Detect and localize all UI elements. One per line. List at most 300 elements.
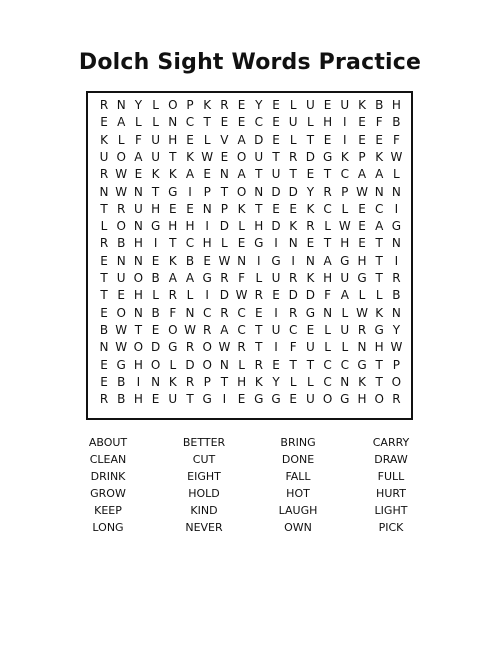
grid-letter[interactable]: H — [151, 201, 161, 216]
grid-letter[interactable]: T — [169, 149, 177, 164]
grid-letter[interactable]: O — [202, 357, 212, 372]
grid-letter[interactable]: U — [305, 340, 315, 355]
grid-letter[interactable]: U — [271, 271, 281, 285]
grid-letter[interactable]: H — [133, 357, 143, 372]
grid-letter[interactable]: U — [305, 98, 315, 112]
grid-letter[interactable]: F — [289, 340, 297, 355]
grid-letter[interactable]: L — [289, 132, 297, 147]
grid-letter[interactable]: T — [306, 132, 315, 147]
grid-letter[interactable]: I — [205, 219, 209, 234]
grid-letter[interactable]: E — [237, 115, 246, 130]
grid-letter[interactable]: L — [307, 115, 314, 130]
grid-letter[interactable]: K — [254, 374, 263, 389]
grid-letter[interactable]: D — [219, 288, 230, 303]
grid-letter[interactable]: E — [306, 167, 315, 182]
grid-letter[interactable]: E — [306, 236, 315, 251]
grid-letter[interactable]: L — [238, 219, 245, 234]
grid-letter[interactable]: E — [358, 115, 366, 130]
grid-letter[interactable]: R — [168, 288, 177, 303]
grid-letter[interactable]: I — [136, 374, 141, 389]
grid-letter[interactable]: R — [237, 340, 246, 355]
grid-letter[interactable]: I — [274, 236, 278, 251]
grid-letter[interactable]: T — [375, 253, 383, 268]
grid-letter[interactable]: L — [152, 98, 159, 112]
grid-letter[interactable]: U — [271, 167, 281, 182]
grid-letter[interactable]: R — [289, 305, 298, 320]
grid-letter[interactable]: I — [291, 253, 295, 268]
grid-letter[interactable]: R — [289, 149, 298, 164]
grid-letter[interactable]: A — [357, 167, 367, 182]
grid-letter[interactable]: W — [115, 322, 128, 337]
grid-letter[interactable]: A — [185, 167, 195, 182]
grid-letter[interactable]: D — [254, 132, 264, 147]
grid-letter[interactable]: R — [99, 236, 109, 251]
grid-letter[interactable]: K — [203, 98, 212, 112]
grid-letter[interactable]: C — [323, 374, 332, 389]
grid-letter[interactable]: E — [358, 201, 366, 216]
grid-letter[interactable]: U — [151, 149, 160, 164]
grid-letter[interactable]: T — [100, 201, 108, 216]
grid-letter[interactable]: R — [306, 219, 315, 234]
grid-letter[interactable]: N — [391, 305, 401, 320]
grid-letter[interactable]: W — [115, 340, 128, 355]
grid-letter[interactable]: B — [99, 322, 109, 337]
grid-letter[interactable]: E — [100, 357, 108, 372]
grid-letter[interactable]: Y — [134, 98, 143, 112]
grid-letter[interactable]: T — [134, 322, 143, 337]
grid-letter[interactable]: B — [117, 236, 126, 251]
grid-letter[interactable]: E — [272, 98, 280, 112]
grid-letter[interactable]: I — [222, 392, 227, 407]
grid-letter[interactable]: L — [324, 322, 331, 337]
grid-letter[interactable]: L — [324, 340, 331, 355]
grid-letter[interactable]: K — [340, 149, 349, 164]
grid-letter[interactable]: G — [340, 392, 350, 407]
grid-letter[interactable]: A — [134, 149, 143, 164]
grid-letter[interactable]: H — [133, 392, 143, 407]
grid-letter[interactable]: I — [153, 236, 158, 251]
grid-letter[interactable]: I — [394, 201, 399, 216]
grid-letter[interactable]: A — [375, 219, 384, 234]
grid-letter[interactable]: C — [323, 201, 332, 216]
grid-letter[interactable]: H — [133, 236, 143, 251]
grid-letter[interactable]: K — [168, 253, 177, 268]
grid-letter[interactable]: R — [392, 271, 401, 285]
grid-letter[interactable]: W — [235, 288, 248, 303]
grid-letter[interactable]: D — [150, 340, 161, 355]
grid-letter[interactable]: H — [391, 98, 401, 112]
grid-letter[interactable]: L — [358, 288, 366, 303]
grid-letter[interactable]: G — [357, 357, 367, 372]
grid-letter[interactable]: C — [237, 305, 246, 320]
grid-letter[interactable]: K — [289, 219, 298, 234]
grid-letter[interactable]: K — [168, 374, 177, 389]
grid-letter[interactable]: R — [220, 305, 229, 320]
grid-letter[interactable]: R — [323, 184, 332, 199]
grid-letter[interactable]: H — [323, 271, 333, 285]
grid-letter[interactable]: V — [220, 132, 229, 147]
grid-letter[interactable]: B — [117, 392, 126, 407]
grid-letter[interactable]: R — [185, 340, 195, 355]
grid-letter[interactable]: E — [151, 253, 160, 268]
grid-letter[interactable]: E — [203, 167, 211, 182]
grid-letter[interactable]: R — [254, 357, 263, 372]
grid-letter[interactable]: O — [236, 149, 247, 164]
grid-letter[interactable]: G — [150, 219, 161, 234]
grid-letter[interactable]: C — [340, 357, 349, 372]
grid-letter[interactable]: R — [254, 288, 263, 303]
grid-letter[interactable]: I — [394, 253, 399, 268]
grid-letter[interactable]: H — [133, 288, 143, 303]
grid-letter[interactable]: R — [99, 392, 109, 407]
grid-letter[interactable]: L — [152, 288, 159, 303]
grid-letter[interactable]: G — [254, 392, 264, 407]
grid-letter[interactable]: L — [324, 219, 331, 234]
grid-letter[interactable]: O — [116, 305, 126, 320]
grid-letter[interactable]: P — [358, 149, 366, 164]
grid-letter[interactable]: T — [323, 236, 332, 251]
grid-letter[interactable]: F — [375, 115, 383, 130]
grid-letter[interactable]: N — [116, 253, 126, 268]
grid-letter[interactable]: E — [100, 374, 108, 389]
grid-letter[interactable]: F — [392, 132, 400, 147]
grid-letter[interactable]: T — [100, 288, 108, 303]
grid-letter[interactable]: C — [340, 167, 349, 182]
grid-letter[interactable]: E — [203, 253, 211, 268]
grid-letter[interactable]: N — [133, 253, 143, 268]
grid-letter[interactable]: A — [117, 115, 126, 130]
grid-letter[interactable]: G — [254, 236, 264, 251]
grid-letter[interactable]: L — [341, 201, 349, 216]
grid-letter[interactable]: E — [117, 288, 125, 303]
grid-letter[interactable]: T — [375, 374, 383, 389]
grid-letter[interactable]: W — [390, 340, 403, 355]
grid-letter[interactable]: F — [324, 288, 332, 303]
grid-letter[interactable]: G — [202, 392, 212, 407]
grid-letter[interactable]: E — [272, 201, 280, 216]
grid-letter[interactable]: H — [374, 340, 384, 355]
grid-letter[interactable]: T — [220, 184, 229, 199]
grid-letter[interactable]: N — [133, 184, 143, 199]
grid-letter[interactable]: U — [288, 115, 298, 130]
grid-letter[interactable]: I — [257, 253, 261, 268]
grid-letter[interactable]: G — [271, 392, 281, 407]
grid-letter[interactable]: B — [375, 98, 384, 112]
grid-letter[interactable]: D — [305, 288, 316, 303]
grid-letter[interactable]: G — [168, 184, 178, 199]
grid-letter[interactable]: L — [289, 98, 297, 112]
grid-letter[interactable]: G — [322, 149, 333, 164]
grid-letter[interactable]: E — [375, 132, 383, 147]
grid-letter[interactable]: C — [237, 322, 246, 337]
grid-letter[interactable]: O — [116, 149, 126, 164]
grid-letter[interactable]: I — [343, 115, 347, 130]
grid-letter[interactable]: K — [375, 305, 384, 320]
grid-letter[interactable]: N — [391, 184, 401, 199]
grid-letter[interactable]: Y — [272, 374, 280, 389]
grid-letter[interactable]: G — [168, 340, 178, 355]
grid-letter[interactable]: E — [272, 115, 280, 130]
grid-letter[interactable]: N — [288, 236, 298, 251]
grid-letter[interactable]: N — [116, 98, 126, 112]
grid-letter[interactable]: N — [99, 184, 109, 199]
grid-letter[interactable]: E — [289, 201, 297, 216]
grid-letter[interactable]: W — [115, 167, 128, 182]
grid-letter[interactable]: P — [186, 98, 194, 112]
grid-letter[interactable]: W — [201, 149, 214, 164]
grid-letter[interactable]: N — [133, 305, 143, 320]
grid-letter[interactable]: O — [168, 322, 178, 337]
grid-letter[interactable]: N — [357, 340, 367, 355]
grid-letter[interactable]: T — [289, 357, 297, 372]
grid-letter[interactable]: T — [220, 374, 229, 389]
grid-letter[interactable]: G — [305, 305, 316, 320]
grid-letter[interactable]: N — [219, 167, 229, 182]
grid-letter[interactable]: R — [289, 271, 298, 285]
grid-letter[interactable]: C — [254, 115, 263, 130]
grid-letter[interactable]: E — [169, 201, 177, 216]
grid-letter[interactable]: R — [185, 374, 195, 389]
grid-letter[interactable]: K — [306, 271, 315, 285]
grid-letter[interactable]: O — [374, 392, 384, 407]
grid-letter[interactable]: A — [220, 322, 229, 337]
grid-letter[interactable]: U — [305, 392, 315, 407]
grid-letter[interactable]: T — [375, 236, 383, 251]
grid-letter[interactable]: A — [185, 271, 195, 285]
grid-letter[interactable]: A — [168, 271, 177, 285]
grid-letter[interactable]: G — [391, 219, 402, 234]
grid-letter[interactable]: D — [271, 219, 281, 234]
grid-letter[interactable]: U — [271, 322, 281, 337]
grid-letter[interactable]: E — [306, 322, 315, 337]
grid-letter[interactable]: K — [358, 98, 366, 112]
grid-letter[interactable]: B — [392, 115, 401, 130]
grid-letter[interactable]: G — [271, 253, 281, 268]
grid-letter[interactable]: W — [115, 184, 128, 199]
grid-letter[interactable]: W — [356, 305, 368, 320]
grid-letter[interactable]: Y — [255, 98, 263, 112]
grid-letter[interactable]: E — [323, 132, 332, 147]
grid-letter[interactable]: P — [203, 374, 211, 389]
grid-letter[interactable]: Y — [306, 184, 315, 199]
grid-letter[interactable]: O — [168, 98, 178, 112]
grid-letter[interactable]: G — [202, 271, 212, 285]
grid-letter[interactable]: L — [341, 340, 349, 355]
grid-letter[interactable]: W — [390, 149, 403, 164]
grid-letter[interactable]: E — [237, 392, 246, 407]
grid-letter[interactable]: B — [151, 271, 160, 285]
grid-letter[interactable]: N — [219, 357, 229, 372]
grid-letter[interactable]: F — [134, 132, 142, 147]
grid-letter[interactable]: L — [169, 357, 177, 372]
grid-letter[interactable]: F — [238, 271, 246, 285]
grid-letter[interactable]: N — [237, 253, 247, 268]
grid-letter[interactable]: R — [117, 201, 126, 216]
grid-letter[interactable]: N — [133, 219, 143, 234]
grid-letter[interactable]: G — [357, 271, 367, 285]
grid-letter[interactable]: D — [288, 288, 298, 303]
grid-letter[interactable]: K — [168, 167, 177, 182]
grid-letter[interactable]: B — [185, 253, 195, 268]
grid-letter[interactable]: L — [152, 115, 159, 130]
grid-letter[interactable]: T — [272, 149, 280, 164]
grid-letter[interactable]: E — [237, 98, 246, 112]
grid-letter[interactable]: N — [374, 184, 384, 199]
grid-letter[interactable]: E — [151, 322, 160, 337]
grid-letter[interactable]: C — [323, 357, 332, 372]
grid-letter[interactable]: E — [220, 115, 229, 130]
grid-letter[interactable]: L — [135, 115, 142, 130]
grid-letter[interactable]: G — [374, 322, 384, 337]
grid-letter[interactable]: E — [186, 132, 194, 147]
grid-letter[interactable]: L — [203, 132, 211, 147]
grid-letter[interactable]: U — [133, 201, 143, 216]
grid-letter[interactable]: T — [186, 392, 194, 407]
grid-letter[interactable]: L — [341, 305, 349, 320]
grid-letter[interactable]: C — [374, 201, 384, 216]
grid-letter[interactable]: C — [185, 236, 195, 251]
grid-letter[interactable]: T — [100, 271, 108, 285]
grid-letter[interactable]: K — [100, 132, 108, 147]
grid-letter[interactable]: U — [168, 392, 178, 407]
grid-letter[interactable]: N — [323, 305, 333, 320]
grid-letter[interactable]: T — [323, 167, 332, 182]
grid-letter[interactable]: I — [274, 305, 278, 320]
grid-letter[interactable]: O — [202, 340, 212, 355]
grid-letter[interactable]: N — [168, 115, 178, 130]
grid-letter[interactable]: T — [375, 357, 383, 372]
grid-letter[interactable]: K — [375, 149, 384, 164]
grid-letter[interactable]: H — [254, 219, 264, 234]
grid-letter[interactable]: U — [254, 149, 264, 164]
grid-letter[interactable]: E — [323, 98, 332, 112]
grid-letter[interactable]: O — [236, 184, 247, 199]
grid-letter[interactable]: P — [203, 184, 211, 199]
grid-letter[interactable]: B — [151, 305, 160, 320]
grid-letter[interactable]: I — [205, 288, 209, 303]
grid-letter[interactable]: K — [358, 374, 366, 389]
grid-letter[interactable]: U — [340, 98, 350, 112]
grid-letter[interactable]: L — [238, 357, 245, 372]
grid-letter[interactable]: W — [356, 184, 368, 199]
grid-letter[interactable]: E — [100, 253, 108, 268]
grid-letter[interactable]: L — [186, 288, 194, 303]
grid-letter[interactable]: K — [237, 201, 246, 216]
grid-letter[interactable]: T — [289, 167, 297, 182]
grid-letter[interactable]: P — [341, 184, 349, 199]
grid-letter[interactable]: G — [340, 253, 350, 268]
grid-letter[interactable]: R — [203, 322, 212, 337]
grid-letter[interactable]: A — [237, 167, 246, 182]
grid-letter[interactable]: D — [219, 219, 230, 234]
grid-letter[interactable]: O — [133, 271, 144, 285]
grid-letter[interactable]: W — [338, 219, 351, 234]
grid-letter[interactable]: R — [392, 392, 401, 407]
grid-letter[interactable]: N — [202, 201, 212, 216]
grid-letter[interactable]: F — [169, 305, 177, 320]
grid-letter[interactable]: E — [358, 132, 366, 147]
grid-letter[interactable]: H — [185, 219, 195, 234]
grid-letter[interactable]: A — [375, 167, 384, 182]
grid-letter[interactable]: U — [99, 149, 109, 164]
grid-letter[interactable]: W — [218, 253, 231, 268]
grid-letter[interactable]: A — [237, 132, 246, 147]
grid-letter[interactable]: D — [271, 184, 281, 199]
grid-letter[interactable]: L — [117, 132, 125, 147]
grid-letter[interactable]: R — [99, 98, 109, 112]
grid-letter[interactable]: D — [305, 149, 316, 164]
grid-letter[interactable]: L — [100, 219, 108, 234]
grid-letter[interactable]: O — [391, 374, 402, 389]
grid-letter[interactable]: N — [99, 340, 109, 355]
grid-letter[interactable]: G — [116, 357, 126, 372]
grid-letter[interactable]: E — [255, 305, 263, 320]
grid-letter[interactable]: R — [220, 98, 229, 112]
grid-letter[interactable]: H — [323, 115, 333, 130]
grid-letter[interactable]: L — [393, 167, 400, 182]
grid-letter[interactable]: L — [307, 374, 314, 389]
grid-letter[interactable]: N — [391, 236, 401, 251]
grid-letter[interactable]: O — [150, 357, 161, 372]
grid-letter[interactable]: U — [116, 271, 126, 285]
grid-letter[interactable]: K — [306, 201, 315, 216]
grid-letter[interactable]: C — [288, 322, 298, 337]
grid-letter[interactable]: O — [133, 340, 144, 355]
grid-letter[interactable]: T — [151, 184, 160, 199]
grid-letter[interactable]: B — [392, 288, 401, 303]
grid-letter[interactable]: H — [168, 132, 178, 147]
grid-letter[interactable]: N — [340, 374, 350, 389]
grid-letter[interactable]: N — [254, 184, 264, 199]
grid-letter[interactable]: I — [343, 132, 347, 147]
grid-letter[interactable]: H — [357, 392, 367, 407]
grid-letter[interactable]: L — [289, 374, 297, 389]
grid-letter[interactable]: D — [288, 184, 298, 199]
grid-letter[interactable]: T — [203, 115, 211, 130]
grid-letter[interactable]: C — [202, 305, 212, 320]
grid-letter[interactable]: L — [255, 271, 263, 285]
grid-letter[interactable]: E — [100, 115, 108, 130]
grid-letter[interactable]: W — [184, 322, 196, 337]
grid-letter[interactable]: H — [202, 236, 212, 251]
grid-letter[interactable]: T — [306, 357, 315, 372]
grid-letter[interactable]: E — [272, 132, 280, 147]
grid-letter[interactable]: E — [220, 149, 229, 164]
grid-letter[interactable]: E — [272, 357, 280, 372]
grid-letter[interactable]: E — [151, 392, 160, 407]
grid-letter[interactable]: L — [375, 288, 383, 303]
grid-letter[interactable]: R — [357, 322, 367, 337]
grid-letter[interactable]: E — [272, 288, 280, 303]
grid-letter[interactable]: E — [289, 392, 297, 407]
grid-letter[interactable]: U — [340, 271, 350, 285]
grid-letter[interactable]: E — [100, 305, 108, 320]
grid-letter[interactable]: C — [185, 115, 195, 130]
grid-letter[interactable]: A — [340, 288, 349, 303]
grid-letter[interactable]: H — [237, 374, 247, 389]
grid-letter[interactable]: E — [186, 201, 194, 216]
grid-letter[interactable]: Y — [392, 322, 401, 337]
grid-letter[interactable]: T — [255, 322, 263, 337]
grid-letter[interactable]: T — [255, 340, 263, 355]
grid-letter[interactable]: T — [255, 201, 263, 216]
grid-letter[interactable]: E — [358, 219, 366, 234]
grid-letter[interactable]: O — [322, 392, 333, 407]
grid-letter[interactable]: D — [185, 357, 195, 372]
grid-letter[interactable]: E — [237, 236, 246, 251]
grid-letter[interactable]: H — [357, 253, 367, 268]
grid-letter[interactable]: I — [274, 340, 278, 355]
